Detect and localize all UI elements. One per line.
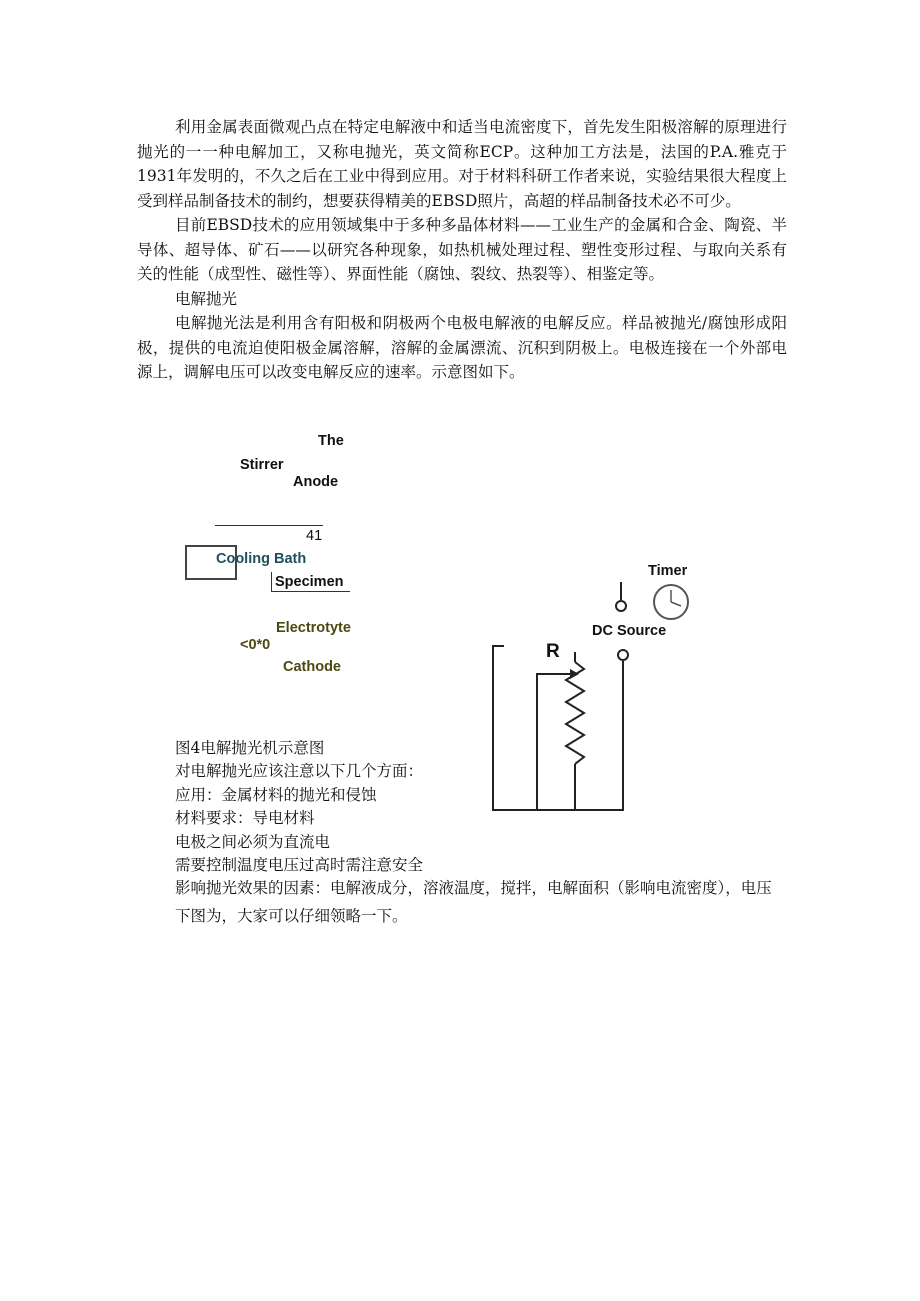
label-timer: Timer bbox=[648, 563, 688, 579]
label-anode: Anode bbox=[293, 474, 339, 490]
note-item-dc-current: 电极之间必须为直流电 bbox=[175, 832, 331, 851]
note-factors: 影响抛光效果的因素：电解液成分，溶液温度，搅拌，电解面积（影响电流密度），电压 bbox=[175, 879, 772, 898]
intro-text bbox=[137, 115, 787, 385]
dc-source-terminal bbox=[618, 650, 628, 660]
label-resistor: R bbox=[546, 641, 560, 662]
bath-rim-line bbox=[215, 525, 323, 526]
clock-icon bbox=[654, 585, 688, 619]
paragraph-ebsd-applications: 目前EBSD技术的应用领域集中于多种多晶体材料——工业生产的金属和合金、陶瓷、半导体、超导体、矿石——以研究各种现象，如热机械处理过程、塑性变形过程、与取向关系有关的性能（成型性、磁性等）、界面性能（腐蚀、裂纹、热裂等）、相鉴定等。 bbox=[137, 216, 787, 283]
notes-intro: 对电解抛光应该注意以下几个方面： bbox=[175, 762, 424, 781]
note-item-material: 材料要求：导电材料 bbox=[175, 809, 315, 828]
section-heading-electropolishing: 电解抛光 bbox=[175, 289, 238, 308]
closing-line: 下图为，大家可以仔细领略一下。 bbox=[175, 906, 408, 925]
label-dc-source: DC Source bbox=[592, 623, 667, 639]
label-number: 41 bbox=[306, 528, 323, 544]
notes-section bbox=[137, 737, 797, 928]
label-symbol: <0*0 bbox=[240, 637, 271, 653]
paragraph-ecp: 利用金属表面微观凸点在特定电解液中和适当电流密度下，首先发生阳极溶解的原理进行抛光的一一种电解加工，又称电抛光，英文简称ECP。这种加工方法是，法国的P.A.雅克于1931年发明的，不久之后在工业中得到应用。对于材料科研工作者来说，实验结果很大程度上受到样品制备技术的制约，想要获得精美的EBSD照片，高超的样品制备技术必不可少。 bbox=[137, 118, 787, 210]
paragraph-electropolishing-method: 电解抛光法是利用含有阳极和阴极两个电极电解液的电解反应。样品被抛光/腐蚀形成阳极，提供的电流迫使阳极金属溶解，溶解的金属漂流、沉积到阴极上。电极连接在一个外部电源上，调解电压可以改变电解反应的速率。示意图如下。 bbox=[137, 314, 787, 381]
label-the: The bbox=[318, 433, 344, 449]
label-cooling-bath: Cooling Bath bbox=[216, 551, 307, 567]
note-item-safety: 需要控制温度电压过高时需注意安全 bbox=[175, 856, 424, 875]
note-item-application: 应用：金属材料的抛光和侵蚀 bbox=[175, 785, 377, 804]
label-stirrer: Stirrer bbox=[240, 457, 284, 473]
label-cathode: Cathode bbox=[283, 659, 341, 675]
timer-terminal bbox=[616, 601, 626, 611]
label-specimen: Specimen bbox=[275, 574, 344, 590]
label-electrolyte: Electrotyte bbox=[276, 620, 351, 636]
figure-caption: 图4电解抛光机示意图 bbox=[175, 739, 325, 757]
